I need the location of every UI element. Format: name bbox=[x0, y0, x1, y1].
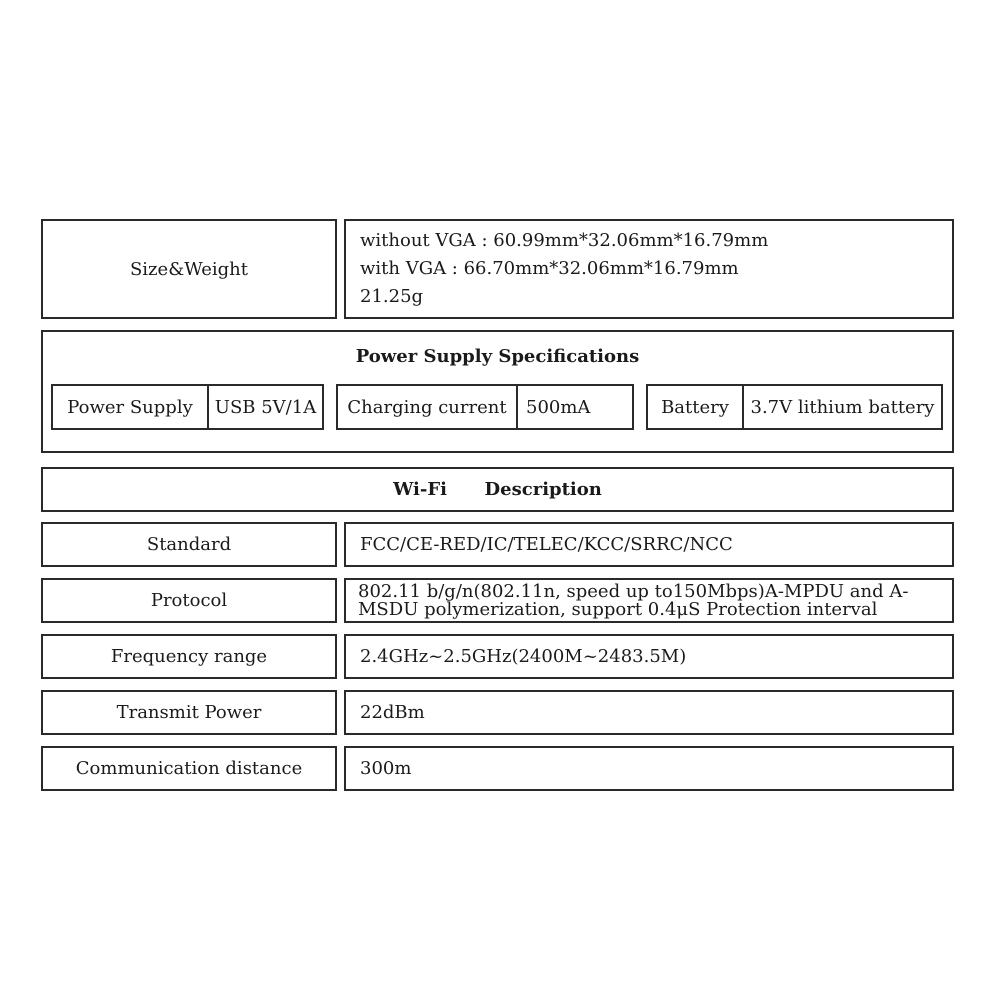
size-weight-value-cell bbox=[344, 219, 954, 319]
communication-distance-label: Communication distance bbox=[75, 758, 303, 779]
charging-current-value: 500mA bbox=[516, 384, 634, 430]
size-without-vga: without VGA : 60.99mm*32.06mm*16.79mm bbox=[360, 230, 769, 251]
power-supply-value: USB 5V/1A bbox=[207, 384, 324, 430]
protocol-value: 802.11 b/g/n(802.11n, speed up to150Mbps)A-MPDU and A-MSDU polymerization, support 0.4μS Protection interval bbox=[358, 580, 909, 620]
frequency-value: 2.4GHz~2.5GHz(2400M~2483.5M) bbox=[360, 646, 687, 667]
power-supply-title: Power Supply Specifications bbox=[355, 346, 640, 367]
transmit-power-label-cell bbox=[41, 690, 337, 735]
frequency-value-cell bbox=[344, 634, 954, 679]
protocol-label-cell bbox=[41, 578, 337, 623]
standard-value: FCC/CE-RED/IC/TELEC/KCC/SRRC/NCC bbox=[360, 534, 733, 555]
charging-current-label: Charging current bbox=[336, 384, 518, 430]
communication-distance-value: 300m bbox=[360, 758, 412, 779]
communication-distance-label-cell bbox=[41, 746, 337, 791]
standard-label-cell bbox=[41, 522, 337, 567]
transmit-power-value: 22dBm bbox=[360, 702, 425, 723]
communication-distance-value-cell bbox=[344, 746, 954, 791]
transmit-power-value-cell bbox=[344, 690, 954, 735]
standard-value-cell bbox=[344, 522, 954, 567]
size-with-vga: with VGA : 66.70mm*32.06mm*16.79mm bbox=[360, 258, 739, 279]
protocol-label: Protocol bbox=[150, 590, 228, 611]
wifi-description-header bbox=[41, 467, 954, 512]
power-supply-label: Power Supply bbox=[51, 384, 209, 430]
standard-label: Standard bbox=[146, 534, 232, 555]
size-weight-label: Size&Weight bbox=[129, 258, 249, 280]
frequency-label: Frequency range bbox=[110, 646, 268, 667]
transmit-power-label: Transmit Power bbox=[116, 702, 262, 723]
battery-label: Battery bbox=[646, 384, 744, 430]
wifi-description-title: Wi-Fi Description bbox=[393, 479, 602, 500]
size-weight-label-cell bbox=[41, 219, 337, 319]
protocol-value-cell bbox=[344, 578, 954, 623]
battery-value: 3.7V lithium battery bbox=[742, 384, 943, 430]
frequency-label-cell bbox=[41, 634, 337, 679]
weight: 21.25g bbox=[360, 286, 424, 307]
